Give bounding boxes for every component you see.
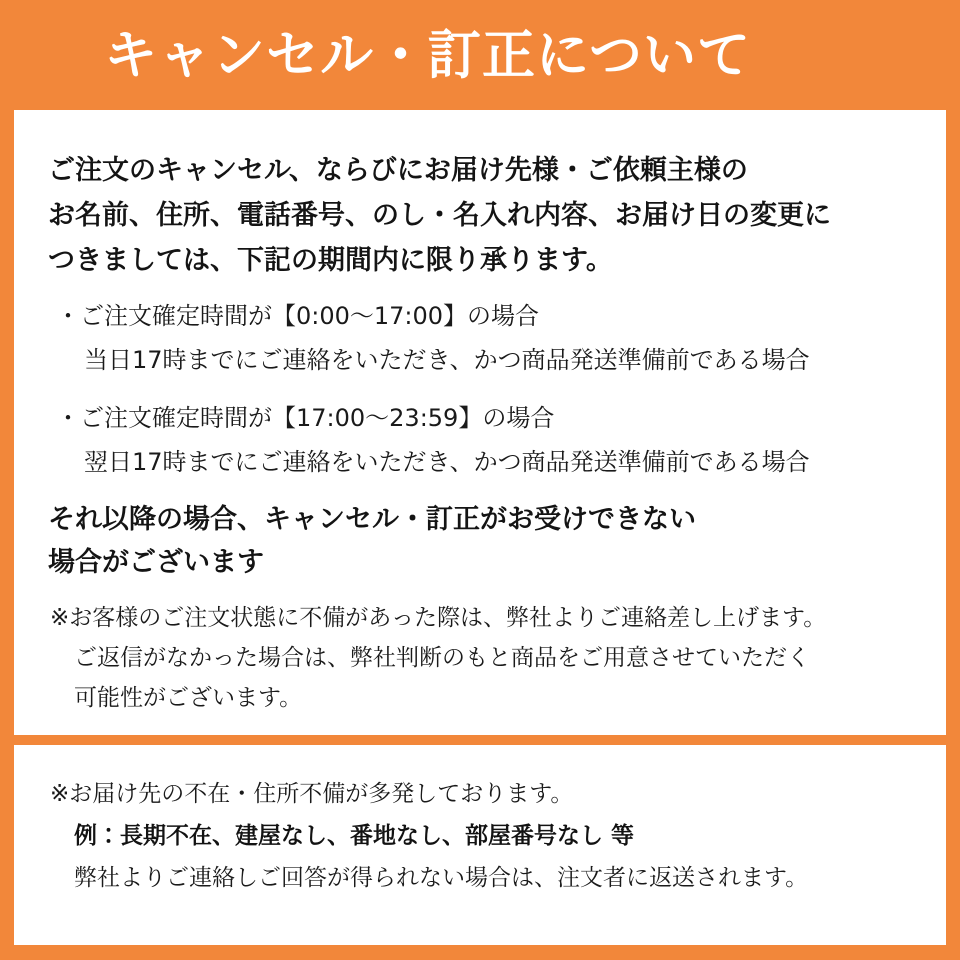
supplementary-note-line-3: 可能性がございます。 [74,685,303,711]
intro-paragraph [48,148,928,283]
delivery-absence-card [14,745,946,945]
supplementary-note-line-1: ※お客様のご注文状態に不備があった際は、弊社よりご連絡差し上げます。 [50,605,827,631]
page-header [0,0,960,110]
page-title: キャンセル・訂正について [104,24,751,86]
delivery-absence-line-1: ※お届け先の不在・住所不備が多発しております。 [50,781,574,807]
condition-2-detail: 翌日17時までにご連絡をいただき、かつ商品発送準備前である場合 [84,448,810,476]
intro-line-2: お名前、住所、電話番号、のし・名入れ内容、お届け日の変更に [48,200,831,231]
delivery-absence-note [50,773,940,899]
delivery-absence-example: 例：長期不在、建屋なし、番地なし、部屋番号なし 等 [74,823,635,849]
condition-2-title: ・ご注文確定時間が【17:00〜23:59】の場合 [56,404,555,432]
main-notice-card [14,110,946,735]
strong-warning-line-1: それ以降の場合、キャンセル・訂正がお受けできない [48,504,696,535]
condition-1-detail: 当日17時までにご連絡をいただき、かつ商品発送準備前である場合 [84,346,810,374]
intro-line-1: ご注文のキャンセル、ならびにお届け先様・ご依頼主様の [48,155,748,186]
supplementary-note [50,598,940,718]
supplementary-note-line-2: ご返信がなかった場合は、弊社判断のもと商品をご用意させていただく [74,645,810,671]
strong-warning [48,498,938,584]
intro-line-3: つきましては、下記の期間内に限り承ります。 [48,245,613,276]
condition-item-1 [56,294,946,382]
delivery-absence-line-3: 弊社よりご連絡しご回答が得られない場合は、注文者に返送されます。 [74,865,809,891]
condition-item-2 [56,396,946,484]
condition-1-title: ・ご注文確定時間が【0:00〜17:00】の場合 [56,302,540,330]
strong-warning-line-2: 場合がございます [48,547,264,578]
